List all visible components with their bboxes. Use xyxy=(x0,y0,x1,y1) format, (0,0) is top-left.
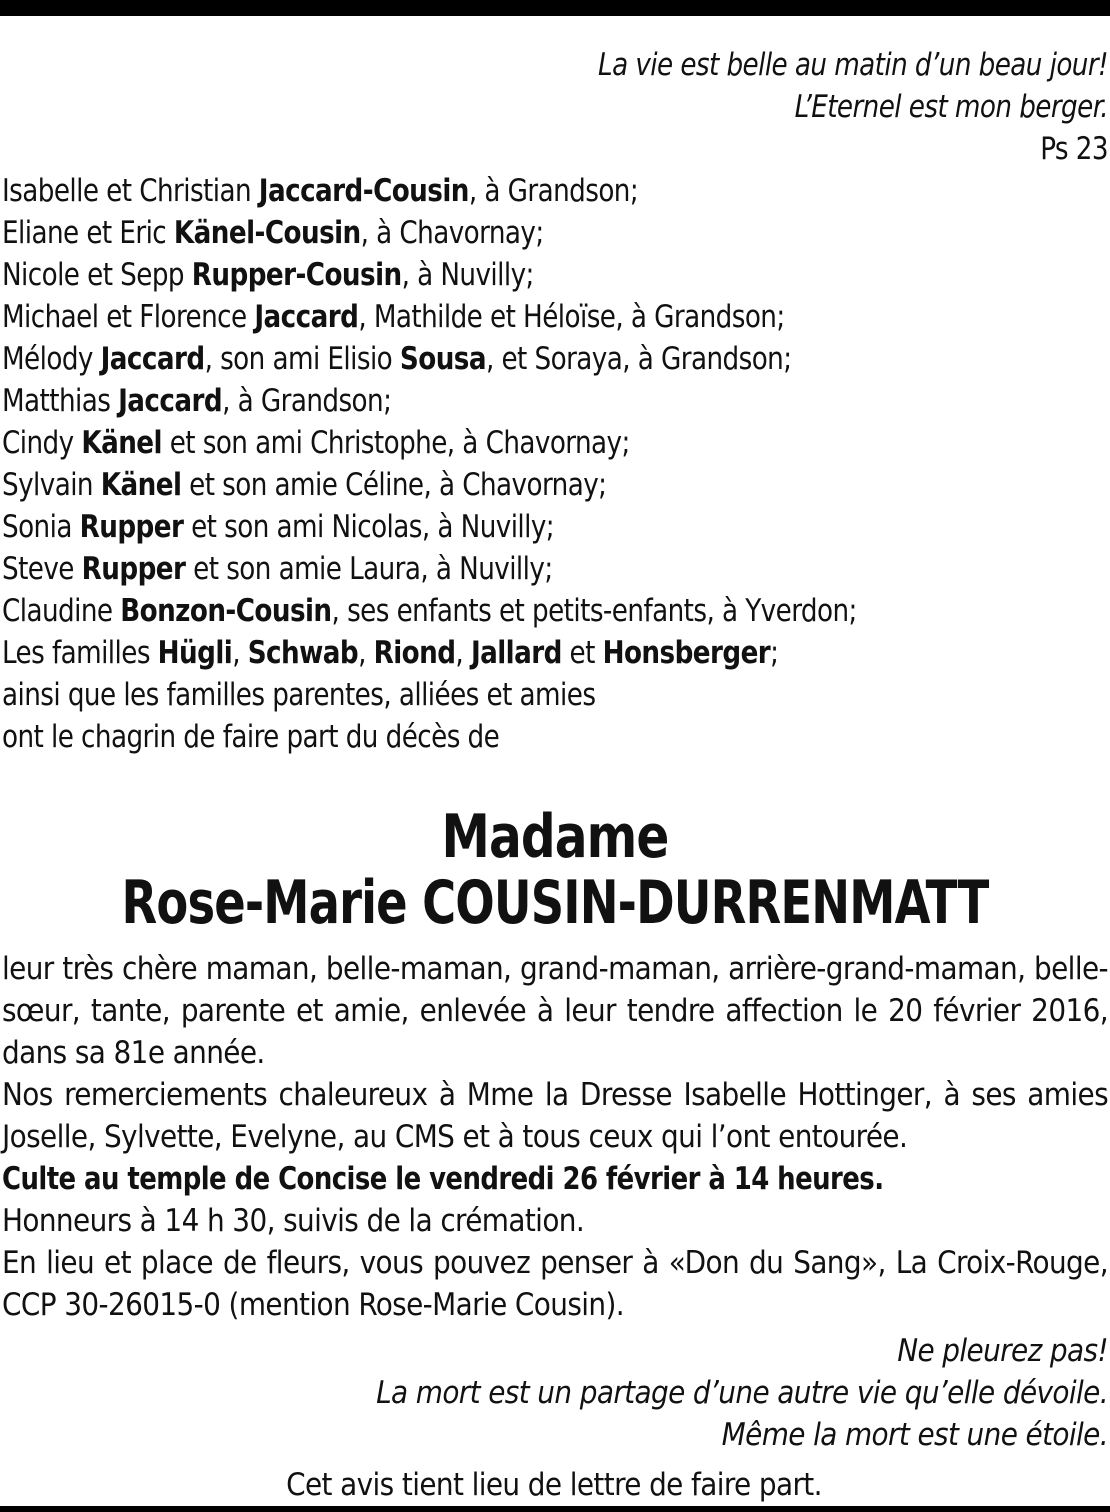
family-location: et son ami Nicolas, à Nuvilly; xyxy=(183,509,555,545)
family-surname: Jaccard xyxy=(254,299,359,335)
separator: , xyxy=(455,635,471,671)
obituary-body xyxy=(2,948,1108,1326)
family-line xyxy=(2,422,1107,464)
honours-paragraph: Honneurs à 14 h 30, suivis de la crémation. xyxy=(2,1203,585,1239)
obituary-notice xyxy=(2,44,1108,1506)
family-line xyxy=(2,506,1107,548)
family-location: , à Nuvilly; xyxy=(401,257,534,293)
family-surname: Rupper xyxy=(81,551,186,587)
family-given-names: Michael et Florence xyxy=(2,299,255,335)
family-companion: , son ami Elisio xyxy=(204,341,400,377)
epigraph xyxy=(68,44,1108,170)
closing-line-3: Même la mort est une étoile. xyxy=(721,1417,1108,1453)
epigraph-line-2: L’Eternel est mon berger. xyxy=(794,89,1108,125)
thanks-paragraph: Nos remerciements chaleureux à Mme la Dresse Isabelle Hottinger, à ses amies Joselle, Sylvette, Evelyne, au CMS et à tous ceux qui l’ont entourée. xyxy=(2,1077,1108,1155)
family-line xyxy=(2,170,1107,212)
family-given-names: Matthias xyxy=(2,383,119,419)
family-given-names: Sylvain xyxy=(2,467,101,503)
family-surname: Hügli xyxy=(157,635,233,671)
separator: , xyxy=(232,635,248,671)
notice-text: Cet avis tient lieu de lettre de faire part. xyxy=(286,1467,822,1503)
family-line xyxy=(2,590,1107,632)
family-location: , ses enfants et petits-enfants, à Yverdon; xyxy=(331,593,857,629)
family-surname: Känel xyxy=(81,425,162,461)
family-location: , Mathilde et Héloïse, à Grandson; xyxy=(358,299,785,335)
terminator: ; xyxy=(770,635,779,671)
family-location: , à Grandson; xyxy=(468,173,639,209)
notice-footer xyxy=(2,1464,1108,1506)
other-families-line xyxy=(2,632,1107,674)
family-surname: Känel xyxy=(100,467,182,503)
family-surname: Rupper-Cousin xyxy=(191,257,402,293)
family-line xyxy=(2,212,1107,254)
deceased-title: Madame xyxy=(441,802,669,872)
family-surname: Schwab xyxy=(247,635,359,671)
family-given-names: Isabelle et Christian xyxy=(2,173,259,209)
family-line xyxy=(2,254,1107,296)
family-location: , à Grandson; xyxy=(222,383,392,419)
intro-line-1: ainsi que les familles parentes, alliées et amies xyxy=(2,677,596,713)
family-given-names: Eliane et Eric xyxy=(2,215,174,251)
closing-verse xyxy=(2,1330,1108,1456)
family-location: et son amie Céline, à Chavornay; xyxy=(181,467,607,503)
deceased-name-block xyxy=(2,804,1108,936)
closing-line-2: La mort est un partage d’une autre vie qu’elle dévoile. xyxy=(376,1375,1108,1411)
family-line xyxy=(2,548,1107,590)
family-location: , et Soraya, à Grandson; xyxy=(485,341,792,377)
family-surname: Honsberger xyxy=(602,635,771,671)
family-surname: Jallard xyxy=(470,635,562,671)
family-list xyxy=(2,170,1107,758)
family-surname: Rupper xyxy=(79,509,184,545)
relationship-paragraph: leur très chère maman, belle-maman, grand-maman, arrière-grand-maman, belle-sœur, tante, parente et amie, enlevée à leur tendre affection le 20 février 2016, dans sa 81e année. xyxy=(2,951,1108,1071)
family-location: et son amie Laura, à Nuvilly; xyxy=(185,551,553,587)
family-line xyxy=(2,380,1107,422)
epigraph-reference: Ps 23 xyxy=(1040,131,1108,167)
family-surname: Sousa xyxy=(399,341,486,377)
family-surname: Jaccard xyxy=(100,341,205,377)
family-surname: Jaccard-Cousin xyxy=(258,173,469,209)
family-surname: Bonzon-Cousin xyxy=(120,593,332,629)
family-given-names: Cindy xyxy=(2,425,82,461)
family-line xyxy=(2,296,1107,338)
family-given-names: Nicole et Sepp xyxy=(2,257,192,293)
separator: , xyxy=(358,635,374,671)
closing-line-1: Ne pleurez pas! xyxy=(897,1333,1108,1369)
family-line xyxy=(2,338,1107,380)
conjunction: et xyxy=(561,635,603,671)
family-location: , à Chavornay; xyxy=(360,215,544,251)
family-line xyxy=(2,464,1107,506)
deceased-name: Rose-Marie COUSIN-DURRENMATT xyxy=(121,868,989,938)
family-location: et son ami Christophe, à Chavornay; xyxy=(161,425,630,461)
family-given-names: Mélody xyxy=(2,341,101,377)
family-surname: Jaccard xyxy=(118,383,223,419)
bottom-border-rule xyxy=(0,1506,1110,1512)
top-border-rule xyxy=(0,0,1110,16)
intro-line-2: ont le chagrin de faire part du décès de xyxy=(2,719,500,755)
family-surname: Känel-Cousin xyxy=(173,215,361,251)
service-announcement: Culte au temple de Concise le vendredi 26 février à 14 heures. xyxy=(2,1161,884,1197)
family-given-names: Claudine xyxy=(2,593,121,629)
family-surname: Riond xyxy=(373,635,456,671)
other-families-label: Les familles xyxy=(2,635,158,671)
donation-paragraph: En lieu et place de fleurs, vous pouvez penser à «Don du Sang», La Croix-Rouge, CCP 30-26015-0 (mention Rose-Marie Cousin). xyxy=(2,1245,1108,1323)
family-given-names: Sonia xyxy=(2,509,80,545)
epigraph-line-1: La vie est belle au matin d’un beau jour! xyxy=(598,47,1108,83)
family-given-names: Steve xyxy=(2,551,82,587)
